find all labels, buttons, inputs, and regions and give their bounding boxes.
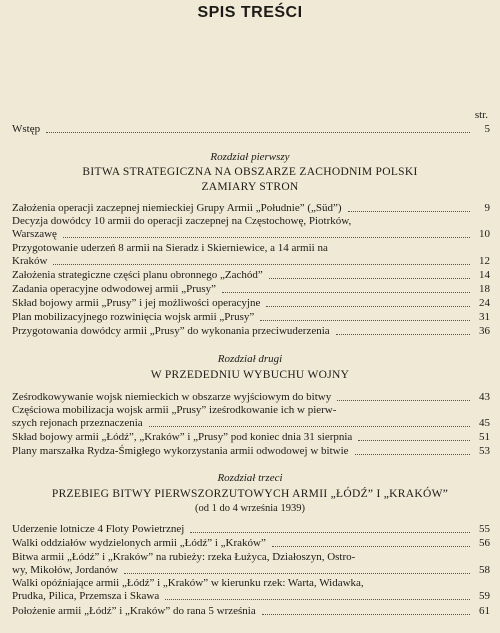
intro-entry [12, 123, 490, 136]
toc-entry [12, 391, 490, 404]
entry-page: 12 [479, 255, 490, 267]
entry-text: Ześrodkowywanie wojsk niemieckich w obszarze wyjściowym do bitwy [12, 391, 332, 403]
entry-text-cont: Prudka, Pilica, Przemsza i Skawa [12, 590, 160, 602]
entry-page: 14 [479, 269, 490, 281]
entry-page: 31 [479, 311, 490, 323]
dot-leader [262, 614, 470, 615]
entry-page: 58 [479, 564, 490, 576]
entry-page: 43 [479, 391, 490, 403]
entry-text: Walki opóźniające armii „Łódź” i „Kraków” w kierunku rzek: Warta, Widawka, [12, 577, 364, 589]
dot-leader [165, 599, 470, 600]
intro-text: Wstęp [12, 123, 41, 135]
chapter-3-title: PRZEBIEG BITWY PIERWSZORZUTOWYCH ARMII „ŁÓDŹ” I „KRAKÓW” [51, 488, 449, 500]
entry-text: Decyzja dowódcy 10 armii do operacji zaczepnej na Częstochowę, Piotrków, [12, 215, 352, 227]
toc-entry [12, 242, 490, 268]
dot-leader [124, 573, 470, 574]
chapter-2-title: W PRZEDEDNIU WYBUCHU WOJNY [150, 369, 350, 381]
intro-page: 5 [484, 123, 490, 135]
chapter-3-label: Rozdział trzeci [217, 472, 283, 484]
toc-entry [12, 215, 490, 241]
toc-entry [12, 269, 490, 282]
entry-page: 61 [479, 605, 490, 617]
toc-entry [12, 311, 490, 324]
dot-leader [266, 306, 470, 307]
entry-text-cont: wy, Mikołów, Jordanów [12, 564, 119, 576]
dot-leader [222, 292, 470, 293]
dot-leader [260, 320, 470, 321]
dot-leader [190, 532, 470, 533]
entry-text: Założenia strategiczne części planu obronnego „Zachód” [12, 269, 263, 281]
chapter-3-dates: (od 1 do 4 września 1939) [195, 503, 305, 514]
page-column-header: str. [474, 109, 488, 121]
entry-page: 45 [479, 417, 490, 429]
toc-entry [12, 325, 490, 338]
entry-text: Przygotowanie uderzeń 8 armii na Sieradz i Skierniewice, a 14 armii na [12, 242, 328, 254]
entry-text: Przygotowania dowódcy armii „Prusy” do wykonania przeciwuderzenia [12, 325, 330, 337]
chapter-1-title: BITWA STRATEGICZNA NA OBSZARZE ZACHODNIM POLSKI [82, 166, 418, 178]
entry-text: Skład bojowy armii „Łódź”, „Kraków” i „Prusy” pod koniec dnia 31 sierpnia [12, 431, 353, 443]
entry-page: 56 [479, 537, 490, 549]
entry-text: Plan mobilizacyjnego rozwinięcia wojsk armii „Prusy” [12, 311, 255, 323]
entry-page: 51 [479, 431, 490, 443]
dot-leader [358, 440, 470, 441]
entry-text: Bitwa armii „Łódź” i „Kraków” na rubieży: rzeka Łużyca, Działoszyn, Ostro- [12, 551, 356, 563]
dot-leader [46, 132, 470, 133]
dot-leader [269, 278, 470, 279]
dot-leader [337, 400, 470, 401]
entry-page: 18 [479, 283, 490, 295]
toc-entry [12, 445, 490, 458]
toc-entry [12, 605, 490, 618]
toc-entry [12, 404, 490, 430]
dot-leader [348, 211, 470, 212]
entry-page: 36 [479, 325, 490, 337]
toc-entry [12, 577, 490, 603]
dot-leader [272, 546, 470, 547]
dot-leader [149, 426, 470, 427]
toc-entry [12, 537, 490, 550]
chapter-2-label: Rozdział drugi [217, 353, 283, 365]
dot-leader [336, 334, 470, 335]
toc-entry [12, 297, 490, 310]
entry-text: Skład bojowy armii „Prusy” i jej możliwości operacyjne [12, 297, 261, 309]
toc-entry [12, 551, 490, 577]
entry-text: Plany marszałka Rydza-Śmigłego wykorzystania armii odwodowej w bitwie [12, 445, 349, 457]
toc-entry [12, 431, 490, 444]
entry-page: 10 [479, 228, 490, 240]
entry-page: 24 [479, 297, 490, 309]
toc-entry [12, 202, 490, 215]
chapter-1-label: Rozdział pierwszy [210, 151, 290, 163]
entry-text-cont: szych rejonach przeznaczenia [12, 417, 143, 429]
dot-leader [355, 454, 470, 455]
entry-text: Częściowa mobilizacja wojsk armii „Prusy” iześrodkowanie ich w pierw- [12, 404, 337, 416]
entry-page: 53 [479, 445, 490, 457]
entry-text: Walki oddziałów wydzielonych armii „Łódź” i „Kraków” [12, 537, 266, 549]
entry-text: Położenie armii „Łódź” i „Kraków” do rana 5 września [12, 605, 256, 617]
toc-entry [12, 523, 490, 536]
entry-text: Założenia operacji zaczepnej niemieckiej Grupy Armii „Południe” („Süd”) [12, 202, 342, 214]
entry-page: 59 [479, 590, 490, 602]
entry-page: 9 [484, 202, 490, 214]
entry-page: 55 [479, 523, 490, 535]
entry-text-cont: Kraków [12, 255, 48, 267]
entry-text: Uderzenie lotnicze 4 Floty Powietrznej [12, 523, 185, 535]
chapter-1-subtitle: ZAMIARY STRON [201, 181, 299, 193]
entry-text-cont: Warszawę [12, 228, 57, 240]
dot-leader [63, 237, 470, 238]
page-title: SPIS TREŚCI [197, 4, 303, 21]
dot-leader [53, 264, 470, 265]
toc-entry [12, 283, 490, 296]
entry-text: Zadania operacyjne odwodowej armii „Prusy” [12, 283, 217, 295]
